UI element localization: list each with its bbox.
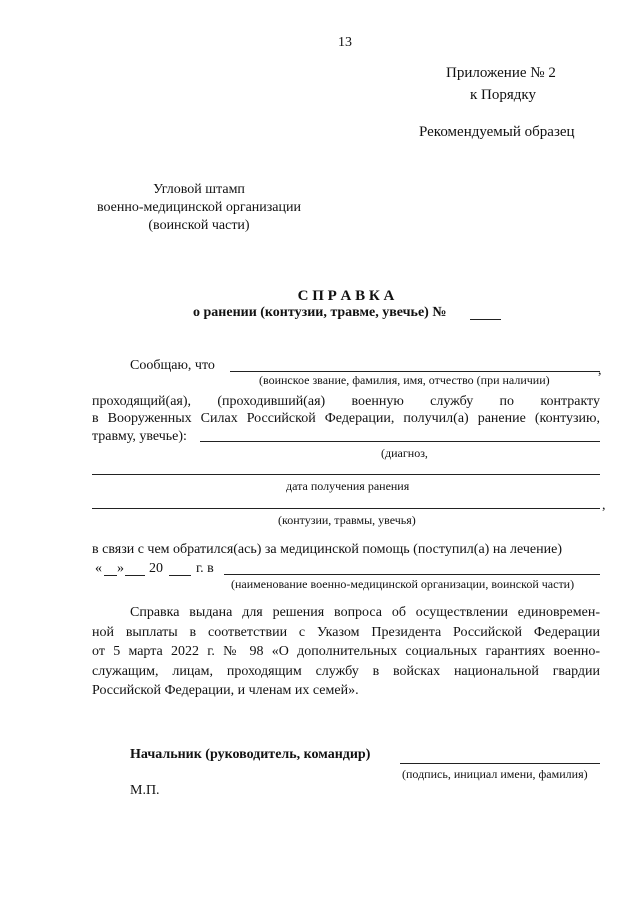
page-number: 13 xyxy=(338,35,352,50)
service-line-2: в Вооруженных Силах Российской Федерации, получил(а) ранение (контузию, xyxy=(92,411,600,426)
document-title: С П Р А В К А xyxy=(297,288,395,304)
diagnosis-blank xyxy=(200,441,600,442)
day-blank xyxy=(104,575,117,576)
signature-blank xyxy=(400,763,600,764)
comma-mark: , xyxy=(598,363,602,378)
name-blank xyxy=(230,371,600,372)
diagnosis-caption: (диагноз, xyxy=(381,446,428,460)
year-blank xyxy=(169,575,191,576)
year-prefix: 20 xyxy=(149,561,163,576)
appendix-title: Приложение № 2 xyxy=(446,65,556,81)
date-close-quote: » xyxy=(117,561,124,576)
signature-caption: (подпись, инициал имени, фамилия) xyxy=(402,767,588,781)
organization-blank xyxy=(224,574,600,575)
name-caption: (воинское звание, фамилия, имя, отчество (при наличии) xyxy=(259,373,550,387)
injury-type-caption: (контузии, травмы, увечья) xyxy=(278,513,416,527)
injury-date-caption: дата получения ранения xyxy=(286,479,410,493)
purpose-line-1: Справка выдана для решения вопроса об осуществлении единовремен- xyxy=(130,605,600,620)
purpose-line-2: ной выплаты в соответствии с Указом Президента Российской Федерации xyxy=(92,625,600,640)
number-blank xyxy=(470,319,501,320)
sample-label: Рекомендуемый образец xyxy=(419,124,575,140)
appendix-reference: к Порядку xyxy=(470,87,536,103)
service-line-1: проходящий(ая), (проходивший(ая) военную службу по контракту xyxy=(92,394,600,409)
purpose-line-5: Российской Федерации, и членам их семей». xyxy=(92,683,359,698)
stamp-line-3: (воинской части) xyxy=(148,218,250,233)
stamp-line-2: военно-медицинской организации xyxy=(97,200,301,215)
organization-caption: (наименование военно-медицинской организации, воинской части) xyxy=(231,577,575,591)
medical-line-1: в связи с чем обратился(ась) за медицинской помощь (поступил(а) на лечение) xyxy=(92,542,563,557)
injury-type-blank xyxy=(92,508,600,509)
stamp-line-1: Угловой штамп xyxy=(153,182,245,197)
document-subtitle: о ранении (контузии, травме, увечье) № xyxy=(193,305,447,320)
purpose-line-4: служащим, лицам, проходящим службу в войсках национальной гвардии xyxy=(92,664,600,679)
purpose-line-3: от 5 марта 2022 г. № 98 «О дополнительных социальных гарантиях военно- xyxy=(92,644,600,659)
date-open-quote: « xyxy=(95,561,102,576)
seal-mark: М.П. xyxy=(130,783,160,798)
comma-mark-2: , xyxy=(602,498,606,513)
month-blank xyxy=(125,575,145,576)
signatory-label: Начальник (руководитель, командир) xyxy=(130,747,371,762)
report-prefix: Сообщаю, что xyxy=(130,358,215,373)
year-suffix: г. в xyxy=(196,561,214,576)
injury-date-blank xyxy=(92,474,600,475)
service-line-3: травму, увечье): xyxy=(92,429,187,444)
